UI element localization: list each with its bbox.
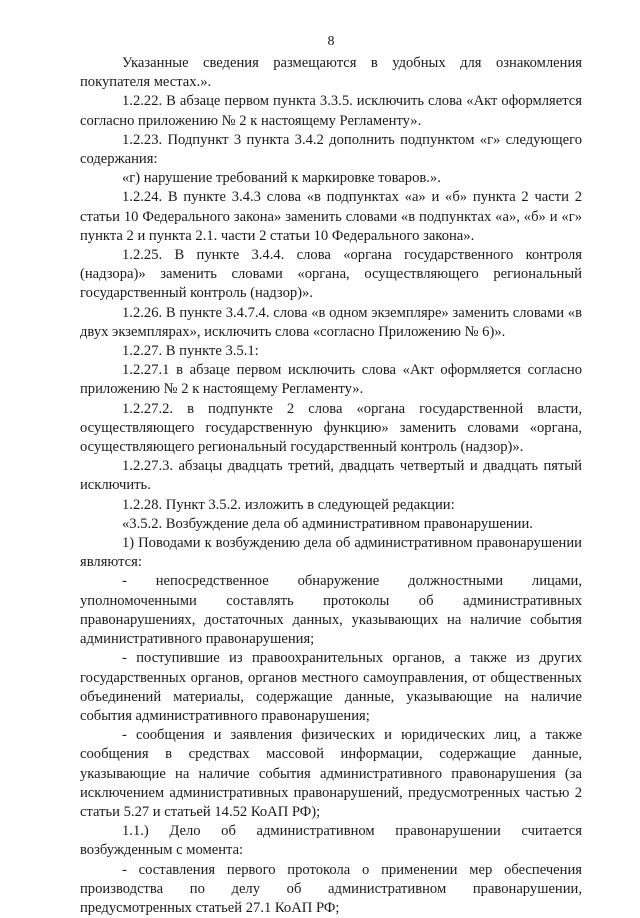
- paragraph-1-2-27-3: 1.2.27.3. абзацы двадцать третий, двадцать четвертый и двадцать пятый исключить.: [80, 458, 582, 494]
- paragraph-subpoint-g: «г) нарушение требований к маркировке товаров.».: [122, 170, 441, 187]
- page-number: 8: [327, 34, 335, 49]
- list-item-materials-received: - поступившие из правоохранительных органов, а также из других государственных органов, органов местного самоуправления, от общественных объединений материалы, содержащие данные, указывающие на наличие события административного правонарушения;: [80, 650, 582, 724]
- paragraph-1-2-28: 1.2.28. Пункт 3.5.2. изложить в следующей редакции:: [122, 496, 455, 513]
- paragraph-1-2-27: 1.2.27. В пункте 3.5.1:: [122, 343, 259, 360]
- paragraph-3-5-2-heading: «3.5.2. Возбуждение дела об административном правонарушении.: [122, 515, 533, 532]
- paragraph-1-1-case-initiated: 1.1.) Дело об административном правонарушении считается возбужденным с момента:: [80, 823, 582, 859]
- paragraph-1-2-24: 1.2.24. В пункте 3.4.3 слова «в подпунктах «а» и «б» пункта 2 части 2 статьи 10 Федерального закона» заменить словами «в подпунктах «а», «б» и «г» пункта 2 и пункта 2.1. части 2 статьи 10 Федерального закона».: [80, 189, 582, 244]
- list-item-direct-detection: - непосредственное обнаружение должностными лицами, уполномоченными составлять протоколы об административных правонарушениях, достаточных данных, указывающих на наличие события административного правонарушения;: [80, 573, 582, 648]
- paragraph-1-2-27-1: 1.2.27.1 в абзаце первом исключить слова «Акт оформляется согласно приложению № 2 к настоящему Регламенту».: [80, 362, 582, 398]
- list-item-first-protocol: - составления первого протокола о применении мер обеспечения производства по делу об административном правонарушении, предусмотренных статьей 27.1 КоАП РФ;: [80, 861, 582, 916]
- paragraph-1-2-26: 1.2.26. В пункте 3.4.7.4. слова «в одном экземпляре» заменить словами «в двух экземплярах», исключить слова «согласно Приложению № 6)».: [80, 304, 582, 340]
- paragraph-info-placement: Указанные сведения размещаются в удобных для ознакомления покупателя местах.».: [80, 55, 582, 91]
- paragraph-grounds-intro: 1) Поводами к возбуждению дела об административном правонарушении являются:: [80, 535, 582, 571]
- paragraph-1-2-27-2: 1.2.27.2. в подпункте 2 слова «органа государственной власти, осуществляющего государственную функцию» заменить словами «органа, осуществляющего региональный государственный контроль (надзор)».: [80, 400, 582, 456]
- list-item-reports-statements: - сообщения и заявления физических и юридических лиц, а также сообщения в средствах массовой информации, содержащие данные, указывающие на наличие события административного правонарушения (за исключением административных правонарушений, предусмотренных частью 2 статьи 5.27 и статьей 14.52 КоАП РФ);: [80, 727, 582, 820]
- paragraph-1-2-25: 1.2.25. В пункте 3.4.4. слова «органа государственного контроля (надзора)» заменить словами «органа, осуществляющего региональный государственный контроль (надзор)».: [80, 247, 582, 302]
- paragraph-1-2-23: 1.2.23. Подпункт 3 пункта 3.4.2 дополнить подпунктом «г» следующего содержания:: [80, 131, 582, 168]
- paragraph-1-2-22: 1.2.22. В абзаце первом пункта 3.3.5. исключить слова «Акт оформляется согласно приложению № 2 к настоящему Регламенту».: [80, 93, 582, 129]
